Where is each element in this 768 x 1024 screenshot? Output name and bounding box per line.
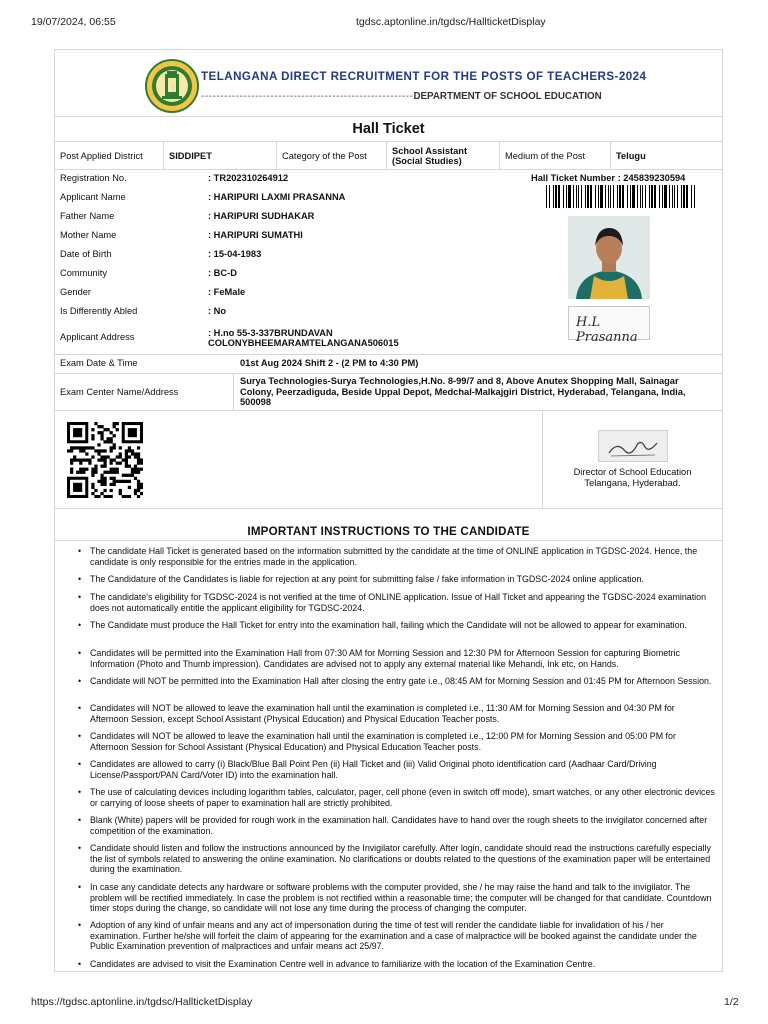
- detail-row: [55, 265, 615, 284]
- department-name: DEPARTMENT OF SCHOOL EDUCATION: [413, 91, 602, 102]
- exam-center-divider: [233, 374, 234, 410]
- recruitment-title: TELANGANA DIRECT RECRUITMENT FOR THE POSTS OF TEACHERS-2024: [201, 70, 647, 83]
- post-info-row: [55, 142, 722, 170]
- exam-center-label: Exam Center Name/Address: [60, 387, 179, 397]
- department-line: [201, 91, 602, 102]
- barcode: [546, 185, 696, 208]
- instructions-box: [55, 540, 722, 971]
- detail-value: : HARIPURI SUMATHI: [208, 230, 303, 240]
- post-category-label: Category of the Post: [277, 142, 387, 169]
- instructions-heading: IMPORTANT INSTRUCTIONS TO THE CANDIDATE: [247, 525, 530, 538]
- director-title: [550, 467, 715, 489]
- detail-label: Applicant Name: [60, 192, 126, 202]
- candidate-details: [55, 170, 722, 355]
- verification-row: [55, 411, 722, 509]
- instruction-item: • In case any candidate detects any hardware or software problems with the computer provided, she / he may raise the hand and talk to the invigilator. The problem will be rectified immediately. In case the problem is not rectified within a reasonable time; the computer will be changed for that candidate. Countdown timer stops during the change, so candidate will not lose any time during the process of changing the computer.: [90, 882, 715, 914]
- hall-ticket-number: Hall Ticket Number : 245839230594: [531, 173, 686, 183]
- exam-date-label: Exam Date & Time: [60, 358, 138, 368]
- exam-center-row: [55, 374, 722, 411]
- detail-label: Community: [60, 268, 108, 278]
- qr-code: [67, 422, 143, 498]
- detail-value: : HARIPURI LAXMI PRASANNA: [208, 192, 346, 202]
- instruction-item: • Candidates will be permitted into the Examination Hall from 07:30 AM for Morning Session and 12:30 PM for Afternoon Session for capturing Biometric Information (Photo and Thumb impression). Candidates are advised not to apply any external material like Mehandi, Ink etc, on Hands.: [90, 648, 715, 669]
- detail-row: [55, 189, 615, 208]
- hall-ticket-heading: Hall Ticket: [55, 117, 722, 142]
- print-header-url: tgdsc.aptonline.in/tgdsc/HallticketDisplay: [356, 16, 546, 28]
- director-signature-image: [598, 430, 668, 462]
- instruction-item: • Adoption of any kind of unfair means and any act of impersonation during the time of test will render the candidate liable for invalidation of his / her examination. Further he/she will forfeit the claim of appearing for the examination and a case of malpractice will be booked against the candidate under the Public Examination prevention of malpractices and unfair means act 25/97.: [90, 920, 715, 952]
- print-footer-url: https://tgdsc.aptonline.in/tgdsc/HallticketDisplay: [31, 996, 253, 1008]
- instruction-item: • Candidate will NOT be permitted into the Examination Hall after closing the entry gate i.e., 08:45 AM for Morning Session and 01:45 PM for Afternoon Session.: [90, 676, 715, 687]
- candidate-signature: [568, 306, 650, 345]
- detail-value: : TR202310264912: [208, 173, 289, 183]
- detail-label: Is Differently Abled: [60, 306, 138, 316]
- detail-row: [55, 208, 615, 227]
- instruction-item: • The candidate's eligibility for TGDSC-2024 is not verified at the time of ONLINE application. Issue of Hall Ticket and appearing the TGDSC-2024 examination does not automatically entitle the applicant eligibility for TGDSC-2024.: [90, 592, 715, 613]
- instruction-item: • The Candidate must produce the Hall Ticket for entry into the examination hall, failing which the Candidate will not be allowed to appear for examination.: [90, 620, 715, 631]
- post-district-label: Post Applied District: [55, 142, 164, 169]
- detail-row: [55, 227, 615, 246]
- page-number: 1/2: [724, 996, 739, 1008]
- exam-center-value: Surya Technologies-Surya Technologies,H.No. 8-99/7 and 8, Above Anutex Shopping Mall, Sainagar Colony, Peerzadiguda, Beside Uppal Depot, Medchal-Malkajgiri District, Hyderabad, Telangana, India, 500098: [240, 376, 686, 407]
- post-district-value: SIDDIPET: [164, 142, 277, 169]
- instruction-item: • Candidate should listen and follow the instructions announced by the Invigilator carefully. After login, candidate should read the instructions carefully especially the list of symbols related to answering the online examination. No clarifications or doubts related to the questions of the examination paper will be entertained during the examination.: [90, 843, 715, 875]
- exam-date-value: 01st Aug 2024 Shift 2 - (2 PM to 4:30 PM): [240, 358, 419, 368]
- detail-label: Mother Name: [60, 230, 117, 240]
- detail-value: : No: [208, 306, 227, 316]
- instruction-item: • The candidate Hall Ticket is generated based on the information submitted by the candidate at the time of ONLINE application in TGDSC-2024. Hence, the candidate is only responsible for the entries made in the application.: [90, 546, 715, 567]
- department-dashes: -------------------------------------------------------: [201, 91, 414, 102]
- instruction-item: • Candidates are advised to visit the Examination Centre well in advance to familiarize with the location of the Examination Centre.: [90, 959, 715, 970]
- detail-label: Applicant Address: [60, 332, 135, 342]
- detail-value: : HARIPURI SUDHAKAR: [208, 211, 315, 221]
- instruction-item: • Candidates will NOT be allowed to leave the examination hall until the examination is completed i.e., 12:00 PM for Morning Session and 05:00 PM for Afternoon Session for School Assistant (Physical Education) and Physical Education Teacher posts.: [90, 731, 715, 752]
- instruction-item: • The Candidature of the Candidates is liable for rejection at any point for submitting false / fake information in TGDSC-2024 online application.: [90, 574, 715, 585]
- detail-value: : BC-D: [208, 268, 237, 278]
- detail-label: Gender: [60, 287, 92, 297]
- post-medium-label: Medium of the Post: [500, 142, 611, 169]
- director-line-1: Director of School Education: [573, 467, 692, 477]
- detail-label: Date of Birth: [60, 249, 112, 259]
- detail-row: [55, 246, 615, 265]
- header-banner: [55, 50, 722, 117]
- detail-row: [55, 303, 615, 322]
- instruction-item: • Blank (White) papers will be provided for rough work in the examination hall. Candidates have to hand over the rough sheets to the invigilator concerned after competition of the examination.: [90, 815, 715, 836]
- detail-label: Registration No.: [60, 173, 127, 183]
- detail-value: : 15-04-1983: [208, 249, 262, 259]
- instruction-item: • Candidates will NOT be allowed to leave the examination hall until the examination is completed i.e., 11:30 AM for Morning Session and 04:30 PM for Afternoon Session, except School Assistant (Physical Education) and Physical Education Teacher posts.: [90, 703, 715, 724]
- detail-label: Father Name: [60, 211, 115, 221]
- detail-value: : FeMale: [208, 287, 246, 297]
- director-line-2: Telangana, Hyderabad.: [584, 478, 681, 488]
- candidate-photo: [568, 216, 650, 299]
- detail-row: [55, 284, 615, 303]
- telangana-emblem-icon: [145, 59, 199, 113]
- exam-date-row: [55, 355, 722, 374]
- instruction-item: • The use of calculating devices including logarithm tables, calculator, pager, cell phone (even in switch off mode), smart watches, or any other electronic devices or carrying of loose sheets of paper to examination hall are strictly prohibited.: [90, 787, 715, 808]
- print-datetime: 19/07/2024, 06:55: [31, 16, 116, 28]
- post-category-value: School Assistant (Social Studies): [387, 142, 500, 169]
- hall-ticket-sheet: [54, 49, 723, 972]
- instruction-item: • Candidates are allowed to carry (i) Black/Blue Ball Point Pen (ii) Hall Ticket and (iii) Valid Original photo identification card (Aadhaar Card/Driving License/Passport/PAN Card/Voter ID) into the examination hall.: [90, 759, 715, 780]
- detail-row: [55, 325, 615, 351]
- verification-divider: [542, 411, 543, 508]
- detail-value: : H.no 55-3-337BRUNDAVAN COLONYBHEEMARAMTELANGANA506015: [208, 328, 399, 348]
- post-medium-value: Telugu: [616, 150, 646, 161]
- signature-text: H.L Prasanna: [576, 315, 638, 345]
